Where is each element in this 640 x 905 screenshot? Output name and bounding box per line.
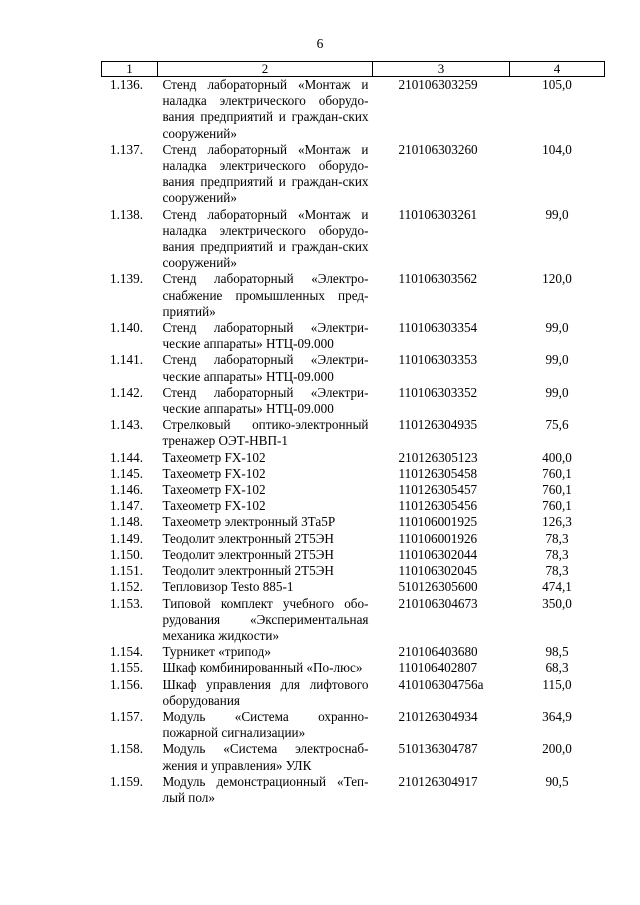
table-row bbox=[102, 531, 605, 547]
row-number: 1.144. bbox=[110, 449, 143, 465]
inventory-code: 210126304917 bbox=[398, 773, 478, 789]
inventory-code: 110126305457 bbox=[398, 482, 478, 498]
table-row bbox=[102, 563, 605, 579]
inventory-code: 110126305458 bbox=[398, 465, 478, 481]
table-row bbox=[102, 142, 605, 207]
row-number: 1.140. bbox=[110, 320, 143, 336]
row-number: 1.152. bbox=[110, 579, 143, 595]
item-name: Модуль демонстрационный «Теп-лый пол» bbox=[162, 773, 369, 805]
item-name: Тахеометр FX-102 bbox=[162, 482, 266, 498]
item-name: Стенд лабораторный «Монтаж и наладка электрического оборудо-вания предприятий и граждан-ских сооружений» bbox=[162, 206, 369, 271]
table-row bbox=[102, 677, 605, 709]
inventory-code: 210126304934 bbox=[398, 708, 478, 724]
item-value: 200,0 bbox=[542, 741, 572, 757]
row-number: 1.148. bbox=[110, 514, 143, 530]
item-value: 99,0 bbox=[545, 384, 569, 400]
item-name: Теодолит электронный 2Т5ЭН bbox=[162, 530, 334, 546]
page-number: 6 bbox=[316, 36, 324, 51]
inventory-code: 510126305600 bbox=[398, 579, 478, 595]
inventory-code: 110106302044 bbox=[398, 546, 478, 562]
item-name: Тахеометр FX-102 bbox=[162, 465, 266, 481]
table-row bbox=[102, 417, 605, 449]
item-value: 99,0 bbox=[545, 206, 569, 222]
inventory-code: 210126305123 bbox=[398, 449, 478, 465]
table-row bbox=[102, 207, 605, 272]
item-name: Стенд лабораторный «Электри-ческие аппараты» НТЦ-09.000 bbox=[162, 384, 369, 417]
column-header-3: 3 bbox=[373, 62, 510, 77]
item-name: Тахеометр FX-102 bbox=[162, 498, 266, 514]
item-name: Модуль «Система охранно-пожарной сигнализации» bbox=[162, 708, 369, 741]
inventory-code: 110106303353 bbox=[398, 352, 478, 368]
table-row bbox=[102, 660, 605, 676]
inventory-code: 110106302045 bbox=[398, 563, 478, 579]
item-name: Стенд лабораторный «Электри-ческие аппараты» НТЦ-09.000 bbox=[162, 352, 369, 384]
item-name: Стенд лабораторный «Монтаж и наладка электрического оборудо-вания предприятий и граждан-ских сооружений» bbox=[162, 141, 369, 206]
inventory-code: 210106303259 bbox=[398, 77, 478, 92]
item-value: 90,5 bbox=[545, 773, 569, 789]
table-row bbox=[102, 450, 605, 466]
table-row bbox=[102, 596, 605, 645]
row-number: 1.147. bbox=[110, 498, 143, 514]
row-number: 1.150. bbox=[110, 546, 143, 562]
table-row bbox=[102, 385, 605, 417]
inventory-code: 410106304756а bbox=[398, 676, 484, 692]
row-number: 1.149. bbox=[110, 530, 143, 546]
inventory-code: 110106402807 bbox=[398, 660, 478, 676]
table-row bbox=[102, 579, 605, 595]
item-value: 99,0 bbox=[545, 320, 569, 336]
row-number: 1.151. bbox=[110, 563, 143, 579]
item-value: 78,3 bbox=[545, 563, 569, 579]
row-number: 1.157. bbox=[110, 708, 143, 724]
row-number: 1.159. bbox=[110, 773, 143, 789]
inventory-code: 110126305456 bbox=[398, 498, 478, 514]
inventory-code: 110106001925 bbox=[398, 514, 478, 530]
row-number: 1.156. bbox=[110, 676, 143, 692]
item-value: 760,1 bbox=[542, 465, 572, 481]
item-value: 68,3 bbox=[545, 660, 569, 676]
item-value: 126,3 bbox=[542, 514, 572, 530]
item-value: 78,3 bbox=[545, 546, 569, 562]
row-number: 1.139. bbox=[110, 271, 143, 287]
item-name: Стенд лабораторный «Электро-снабжение промышленных пред-приятий» bbox=[162, 271, 369, 319]
row-number: 1.155. bbox=[110, 660, 143, 676]
item-value: 760,1 bbox=[542, 482, 572, 498]
row-number: 1.137. bbox=[110, 141, 143, 157]
inventory-code: 110106303562 bbox=[398, 271, 478, 287]
table-row bbox=[102, 77, 605, 142]
item-name: Шкаф управления для лифтового оборудования bbox=[162, 676, 369, 708]
inventory-code: 510136304787 bbox=[398, 741, 478, 757]
row-number: 1.141. bbox=[110, 352, 143, 368]
item-value: 99,0 bbox=[545, 352, 569, 368]
inventory-code: 110106303352 bbox=[398, 384, 478, 400]
inventory-code: 110106303261 bbox=[398, 206, 478, 222]
row-number: 1.158. bbox=[110, 741, 143, 757]
table-row bbox=[102, 644, 605, 660]
row-number: 1.138. bbox=[110, 206, 143, 222]
inventory-code: 110106001926 bbox=[398, 530, 478, 546]
inventory-code: 210106403680 bbox=[398, 644, 478, 660]
inventory-code: 210106303260 bbox=[398, 141, 478, 157]
item-value: 115,0 bbox=[542, 676, 572, 692]
item-value: 98,5 bbox=[545, 644, 569, 660]
table-row bbox=[102, 352, 605, 384]
inventory-code: 210106304673 bbox=[398, 595, 478, 611]
item-name: Теодолит электронный 2Т5ЭН bbox=[162, 546, 334, 562]
item-name: Турникет «трипод» bbox=[162, 644, 271, 660]
table-row bbox=[102, 466, 605, 482]
row-number: 1.146. bbox=[110, 482, 143, 498]
item-name: Тахеометр FX-102 bbox=[162, 449, 266, 465]
item-name: Тепловизор Testo 885-1 bbox=[162, 579, 294, 595]
item-name: Типовой комплект учебного обо-рудования «Экспериментальная механика жидкости» bbox=[162, 595, 369, 643]
item-name: Стенд лабораторный «Монтаж и наладка электрического оборудо-вания предприятий и граждан-ских сооружений» bbox=[162, 77, 369, 141]
item-value: 760,1 bbox=[542, 498, 572, 514]
row-number: 1.145. bbox=[110, 465, 143, 481]
row-number: 1.142. bbox=[110, 384, 143, 400]
table-row bbox=[102, 514, 605, 530]
row-number: 1.136. bbox=[110, 77, 143, 92]
equipment-table bbox=[101, 61, 605, 806]
table-row bbox=[102, 709, 605, 741]
item-name: Шкаф комбинированный «По-люс» bbox=[162, 660, 363, 676]
item-name: Стрелковый оптико-электронный тренажер ОЭТ-НВП-1 bbox=[162, 417, 369, 449]
table-row bbox=[102, 271, 605, 320]
item-value: 474,1 bbox=[542, 579, 572, 595]
inventory-code: 110126304935 bbox=[398, 417, 478, 433]
item-name: Теодолит электронный 2Т5ЭН bbox=[162, 563, 334, 579]
item-value: 120,0 bbox=[542, 271, 572, 287]
table-row bbox=[102, 774, 605, 806]
item-value: 350,0 bbox=[542, 595, 572, 611]
item-value: 78,3 bbox=[545, 530, 569, 546]
column-header-4: 4 bbox=[510, 62, 605, 77]
item-name: Тахеометр электронный 3Та5Р bbox=[162, 514, 336, 530]
item-name: Стенд лабораторный «Электри-ческие аппараты» НТЦ-09.000 bbox=[162, 320, 369, 352]
row-number: 1.143. bbox=[110, 417, 143, 433]
table-header-row bbox=[102, 62, 605, 77]
table-row bbox=[102, 482, 605, 498]
table-row bbox=[102, 741, 605, 773]
item-value: 364,9 bbox=[542, 708, 572, 724]
item-value: 104,0 bbox=[542, 141, 572, 157]
item-value: 105,0 bbox=[542, 77, 572, 92]
column-header-1: 1 bbox=[102, 62, 158, 77]
row-number: 1.153. bbox=[110, 595, 143, 611]
table-row bbox=[102, 547, 605, 563]
item-value: 75,6 bbox=[545, 417, 569, 433]
inventory-code: 110106303354 bbox=[398, 320, 478, 336]
row-number: 1.154. bbox=[110, 644, 143, 660]
table-row bbox=[102, 320, 605, 352]
item-value: 400,0 bbox=[542, 449, 572, 465]
table-row bbox=[102, 498, 605, 514]
column-header-2: 2 bbox=[158, 62, 373, 77]
item-name: Модуль «Система электроснаб-жения и управления» УЛК bbox=[162, 741, 369, 773]
